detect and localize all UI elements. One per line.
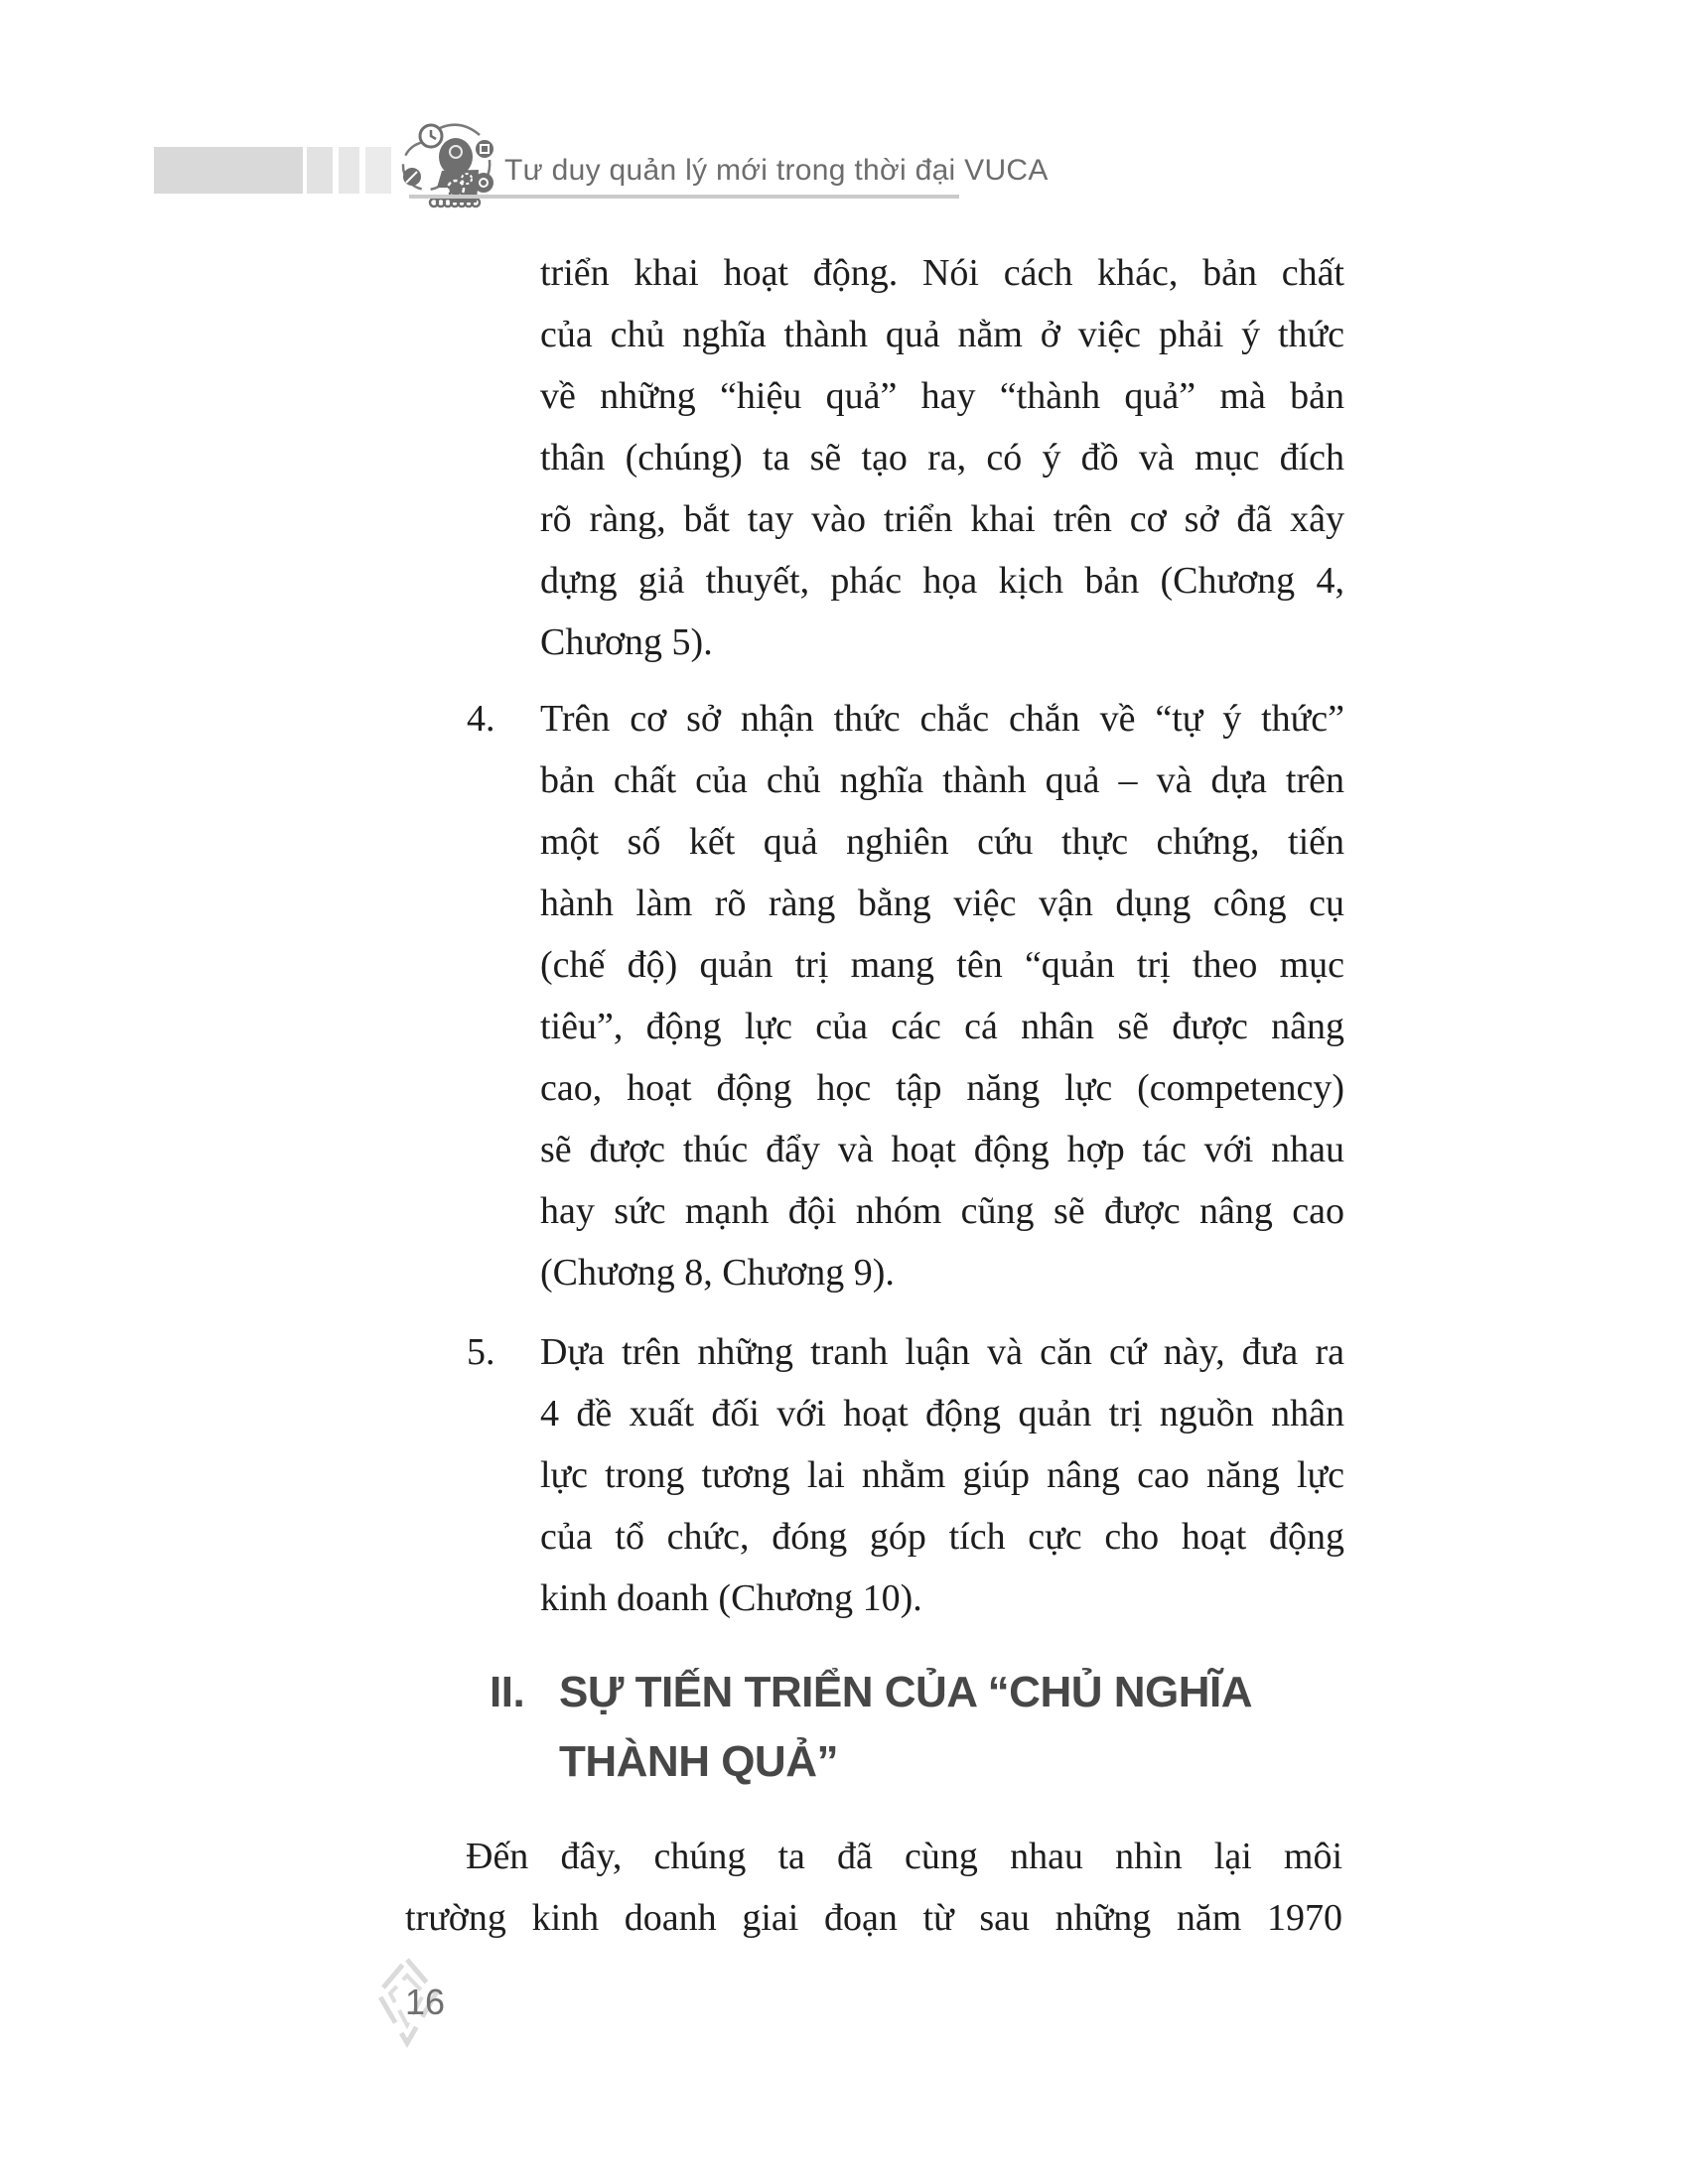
- text-line: một số kết quả nghiên cứu thực chứng, tiến: [540, 821, 1344, 863]
- section-heading: [490, 1658, 1252, 1797]
- heading-line: SỰ TIẾN TRIỂN CỦA “CHỦ NGHĨA: [559, 1668, 1252, 1716]
- paragraph-continuation: [540, 242, 1344, 673]
- text-line: của chủ nghĩa thành quả nằm ở việc phải ý thức: [540, 314, 1344, 355]
- header-bar-small-1: [307, 147, 333, 194]
- closing-paragraph: [405, 1826, 1342, 1949]
- text-line: cao, hoạt động học tập năng lực (competency): [540, 1067, 1344, 1109]
- running-head-title: Tư duy quản lý mới trong thời đại VUCA: [504, 154, 1049, 187]
- text-line: 4 đề xuất đối với hoạt động quản trị nguồn nhân: [540, 1393, 1344, 1434]
- section-numeral: II.: [490, 1668, 525, 1716]
- heading-line: THÀNH QUẢ”: [559, 1737, 838, 1786]
- text-line: kinh doanh (Chương 10).: [540, 1577, 922, 1619]
- text-line: về những “hiệu quả” hay “thành quả” mà bản: [540, 375, 1344, 417]
- header-bar-small-3: [365, 147, 391, 194]
- text-line: của tổ chức, đóng góp tích cực cho hoạt động: [540, 1516, 1344, 1558]
- text-line: dựng giả thuyết, phác họa kịch bản (Chương 4,: [540, 560, 1344, 602]
- header-bar-small-2: [339, 147, 359, 194]
- text-line: triển khai hoạt động. Nói cách khác, bản chất: [540, 252, 1344, 294]
- header-rule: [409, 195, 959, 199]
- text-line: lực trong tương lai nhằm giúp nâng cao năng lực: [540, 1454, 1344, 1496]
- list-item-4: [467, 688, 1344, 1303]
- text-line: bản chất của chủ nghĩa thành quả – và dựa trên: [540, 759, 1344, 801]
- text-line: hành làm rõ ràng bằng việc vận dụng công cụ: [540, 883, 1344, 924]
- text-line: rõ ràng, bắt tay vào triển khai trên cơ sở đã xây: [540, 498, 1344, 540]
- page-number: 16: [405, 1981, 446, 2022]
- list-item-number: 4.: [467, 698, 495, 740]
- text-line: (Chương 8, Chương 9).: [540, 1252, 895, 1294]
- list-item-text: [540, 688, 1344, 1303]
- text-line: Đến đây, chúng ta đã cùng nhau nhìn lại môi: [466, 1836, 1342, 1877]
- header-bar-large: [154, 147, 303, 194]
- text-line: trường kinh doanh giai đoạn từ sau những năm 1970: [405, 1897, 1342, 1939]
- section-title: [559, 1658, 1252, 1797]
- text-line: Chương 5).: [540, 621, 713, 663]
- list-item-5: [467, 1321, 1344, 1629]
- text-line: Trên cơ sở nhận thức chắc chắn về “tự ý thức”: [540, 698, 1344, 740]
- text-line: thân (chúng) ta sẽ tạo ra, có ý đồ và mục đích: [540, 437, 1344, 478]
- text-line: sẽ được thúc đẩy và hoạt động hợp tác với nhau: [540, 1129, 1344, 1170]
- text-line: (chế độ) quản trị mang tên “quản trị theo mục: [540, 944, 1344, 986]
- list-item-text: [540, 1321, 1344, 1629]
- text-line: Dựa trên những tranh luận và căn cứ này, đưa ra: [540, 1331, 1344, 1373]
- text-line: hay sức mạnh đội nhóm cũng sẽ được nâng cao: [540, 1190, 1344, 1232]
- list-item-number: 5.: [467, 1331, 495, 1373]
- text-line: tiêu”, động lực của các cá nhân sẽ được nâng: [540, 1006, 1344, 1047]
